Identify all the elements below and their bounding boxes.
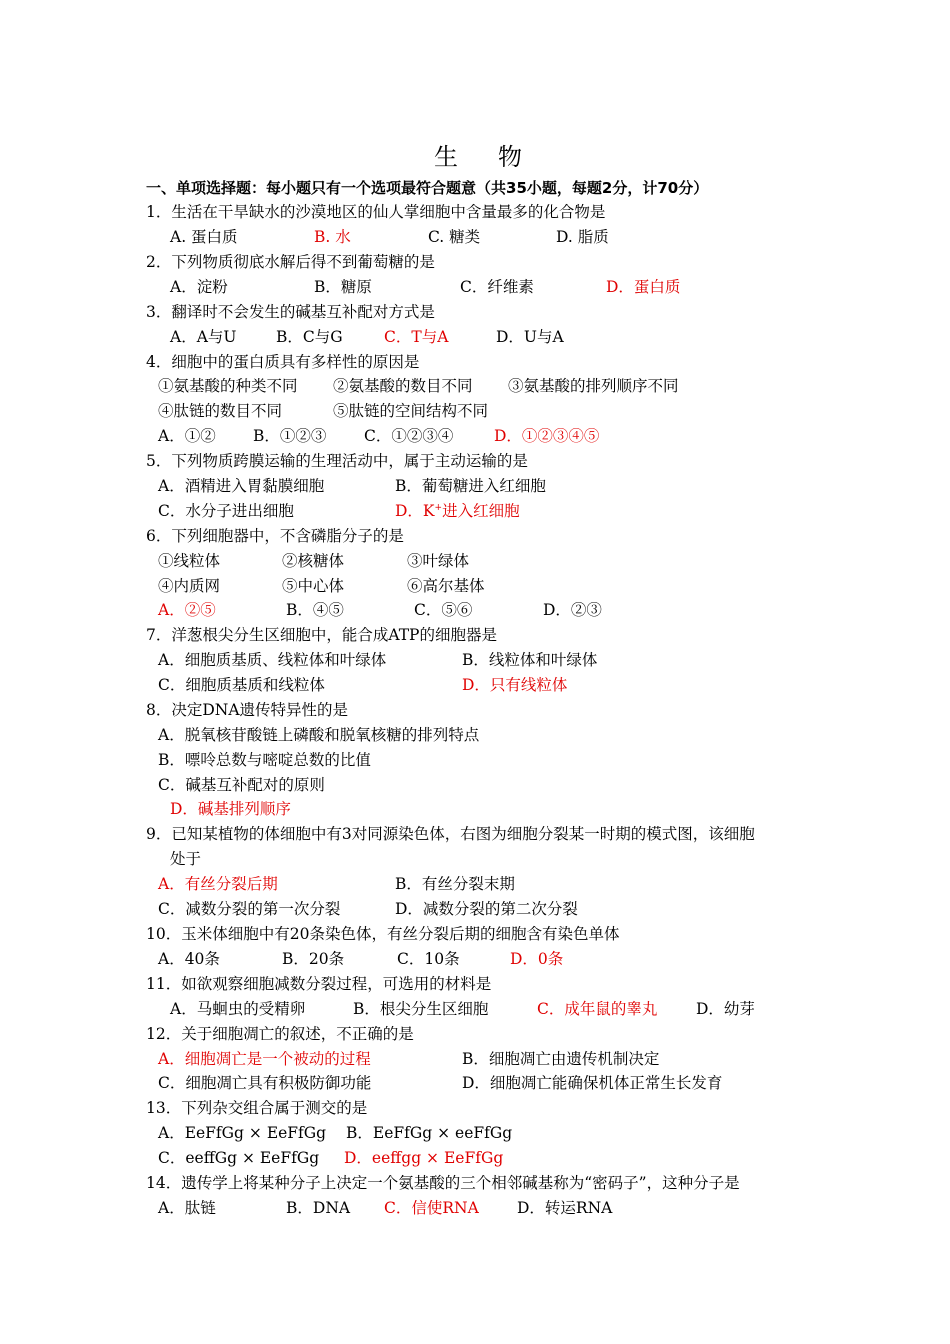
q11-option-d: D．幼芽	[696, 1000, 755, 1018]
q5-option-d-sup: +	[434, 502, 443, 513]
q6-item-4: ④内质网	[158, 577, 221, 595]
q14-option-c: C．信使RNA	[384, 1199, 479, 1217]
q4-item-2: ②氨基酸的数目不同	[333, 377, 473, 395]
q2-option-d: D．蛋白质	[606, 278, 681, 296]
q1-option-c: C. 糖类	[428, 228, 481, 246]
q6-item-2: ②核糖体	[282, 552, 345, 570]
q5-option-d-text: 进入红细胞	[442, 502, 520, 520]
q5-option-a: A．酒精进入胃黏膜细胞	[158, 477, 325, 495]
q9-stem-line2: 处于	[170, 850, 202, 868]
q6-option-a: A．②⑤	[158, 601, 216, 619]
q14-option-b: B．DNA	[286, 1199, 351, 1217]
q4-option-b: B．①②③	[253, 427, 327, 445]
q10-option-a: A．40条	[158, 950, 220, 968]
q2-stem: 2．下列物质彻底水解后得不到葡萄糖的是	[146, 253, 435, 271]
q4-item-1: ①氨基酸的种类不同	[158, 377, 298, 395]
q9-option-b: B．有丝分裂末期	[395, 875, 515, 893]
q8-option-d: D．碱基排列顺序	[170, 800, 291, 818]
q8-option-a: A．脱氧核苷酸链上磷酸和脱氧核糖的排列特点	[158, 726, 480, 744]
q6-option-c: C．⑤⑥	[414, 601, 473, 619]
q5-option-b: B．葡萄糖进入红细胞	[395, 477, 546, 495]
q12-option-d: D．细胞凋亡能确保机体正常生长发育	[462, 1074, 723, 1092]
q14-option-a: A．肽链	[158, 1199, 216, 1217]
q3-option-b: B．C与G	[276, 328, 343, 346]
q3-option-c: C．T与A	[384, 328, 449, 346]
q6-option-b: B．④⑤	[286, 601, 344, 619]
q13-option-b: B．EeFfGg × eeFfGg	[346, 1124, 513, 1142]
q3-option-a: A．A与U	[170, 328, 237, 346]
q3-stem: 3．翻译时不会发生的碱基互补配对方式是	[146, 303, 435, 321]
q12-option-b: B．细胞凋亡由遗传机制决定	[462, 1050, 660, 1068]
q4-item-4: ④肽链的数目不同	[158, 402, 283, 420]
q1-option-a: A. 蛋白质	[170, 228, 238, 246]
q4-item-3: ③氨基酸的排列顺序不同	[508, 377, 679, 395]
q13-stem: 13．下列杂交组合属于测交的是	[146, 1099, 368, 1117]
q9-option-c: C．减数分裂的第一次分裂	[158, 900, 341, 918]
q7-option-c: C．细胞质基质和线粒体	[158, 676, 325, 694]
q7-option-d: D．只有线粒体	[462, 676, 568, 694]
q10-option-c: C．10条	[397, 950, 460, 968]
q14-option-d: D．转运RNA	[517, 1199, 613, 1217]
q13-option-c: C．eeffGg × EeFfGg	[158, 1149, 320, 1167]
q9-option-a: A．有丝分裂后期	[158, 875, 278, 893]
section-heading: 一、单项选择题：每小题只有一个选项最符合题意（共35小题，每题2分，计70分）	[146, 179, 709, 197]
q1-option-b: B. 水	[314, 228, 351, 246]
q7-stem: 7．洋葱根尖分生区细胞中，能合成ATP的细胞器是	[146, 626, 497, 644]
q5-stem: 5．下列物质跨膜运输的生理活动中，属于主动运输的是	[146, 452, 528, 470]
q6-item-1: ①线粒体	[158, 552, 221, 570]
q10-option-b: B．20条	[282, 950, 345, 968]
q11-option-c: C．成年鼠的睾丸	[537, 1000, 658, 1018]
q1-option-d: D. 脂质	[556, 228, 609, 246]
q13-option-a: A．EeFfGg × EeFfGg	[158, 1124, 327, 1142]
q5-option-d-label: D．K	[395, 502, 435, 520]
q4-stem: 4．细胞中的蛋白质具有多样性的原因是	[146, 353, 420, 371]
q10-option-d: D．0条	[510, 950, 564, 968]
q6-stem: 6．下列细胞器中，不含磷脂分子的是	[146, 527, 404, 545]
q13-option-d: D．eeffgg × EeFfGg	[344, 1149, 504, 1167]
q8-option-b: B．嘌呤总数与嘧啶总数的比值	[158, 751, 371, 769]
q12-option-a: A．细胞凋亡是一个被动的过程	[158, 1050, 371, 1068]
q9-stem-line1: 9．已知某植物的体细胞中有3对同源染色体，右图为细胞分裂某一时期的模式图，该细胞	[146, 825, 755, 843]
page-title	[434, 137, 522, 172]
q8-option-c: C．碱基互补配对的原则	[158, 776, 325, 794]
q14-stem: 14．遗传学上将某种分子上决定一个氨基酸的三个相邻碱基称为“密码子”，这种分子是	[146, 1174, 740, 1192]
q5-option-c: C．水分子进出细胞	[158, 502, 294, 520]
q8-stem: 8．决定DNA遗传特异性的是	[146, 701, 349, 719]
q11-stem: 11．如欲观察细胞减数分裂过程，可选用的材料是	[146, 975, 492, 993]
q4-item-5: ⑤肽链的空间结构不同	[333, 402, 489, 420]
q6-item-5: ⑤中心体	[282, 577, 345, 595]
q7-option-a: A．细胞质基质、线粒体和叶绿体	[158, 651, 387, 669]
title-char-2: 物	[498, 143, 522, 171]
q10-stem: 10．玉米体细胞中有20条染色体，有丝分裂后期的细胞含有染色单体	[146, 925, 620, 943]
q12-option-c: C．细胞凋亡具有积极防御功能	[158, 1074, 372, 1092]
q2-option-a: A．淀粉	[170, 278, 228, 296]
q9-option-d: D．减数分裂的第二次分裂	[395, 900, 578, 918]
q2-option-c: C．纤维素	[460, 278, 534, 296]
q2-option-b: B．糖原	[314, 278, 372, 296]
title-char-1: 生	[434, 143, 458, 171]
q6-item-6: ⑥高尔基体	[407, 577, 485, 595]
q6-item-3: ③叶绿体	[407, 552, 470, 570]
q12-stem: 12．关于细胞凋亡的叙述，不正确的是	[146, 1025, 414, 1043]
q11-option-a: A．马蛔虫的受精卵	[170, 1000, 306, 1018]
q3-option-d: D．U与A	[496, 328, 564, 346]
q4-option-d: D．①②③④⑤	[494, 427, 600, 445]
q4-option-c: C．①②③④	[364, 427, 454, 445]
q6-option-d: D．②③	[543, 601, 602, 619]
q7-option-b: B．线粒体和叶绿体	[462, 651, 598, 669]
q5-option-d	[395, 501, 520, 521]
q11-option-b: B．根尖分生区细胞	[353, 1000, 489, 1018]
q4-option-a: A．①②	[158, 427, 216, 445]
q1-stem: 1．生活在干旱缺水的沙漠地区的仙人掌细胞中含量最多的化合物是	[146, 203, 606, 221]
